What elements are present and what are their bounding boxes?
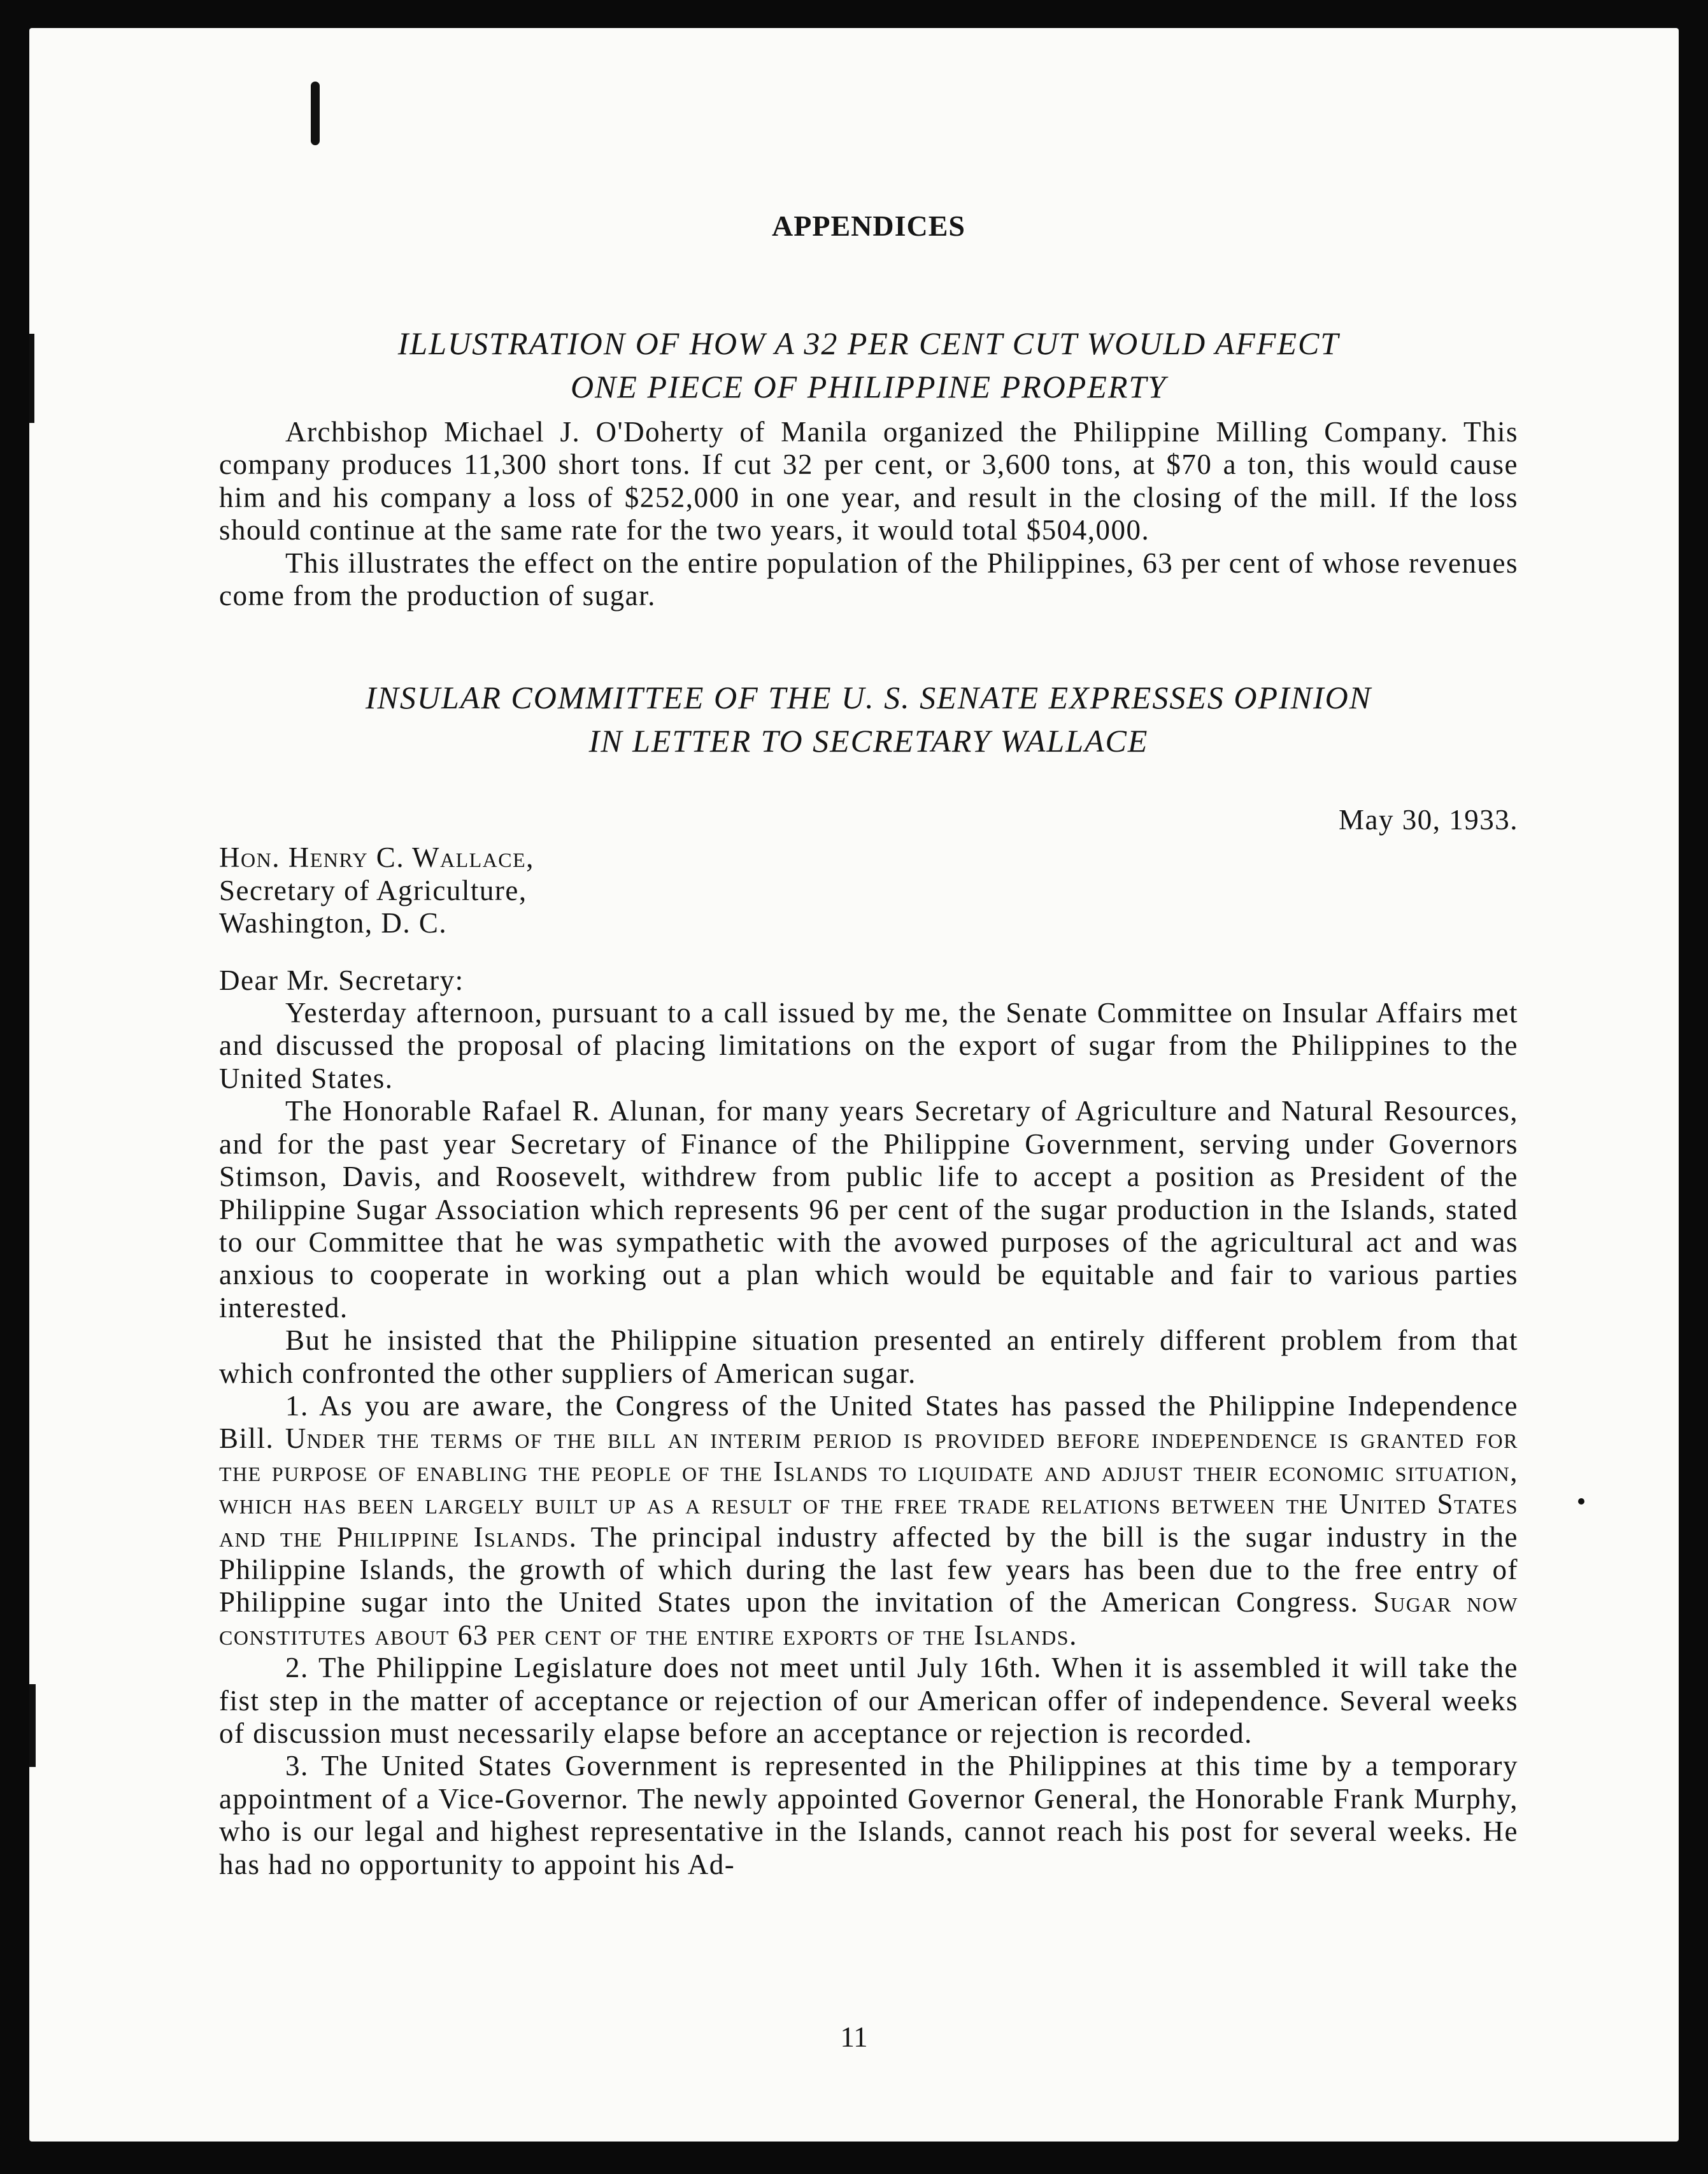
text-run: The principal industry affected by the bill is the sugar industry in the Philippine Islands, the growth of which during the last few years has been due to the free entry of Philippine sugar into the United States upon the invitation of the American Congress. <box>219 1520 1518 1619</box>
letter-address <box>219 841 1518 940</box>
scan-speck <box>311 82 320 145</box>
letter-body <box>219 997 1518 1881</box>
small-caps-run: Sugar now constitutes about 63 per cent of the entire exports of the Islands. <box>219 1586 1519 1651</box>
section-heading-line: ILLUSTRATION OF HOW A 32 PER CENT CUT WOULD AFFECT <box>397 325 1340 361</box>
scan-speck <box>29 1684 36 1767</box>
paragraph-numbered-1 <box>219 1390 1518 1652</box>
letter-date: May 30, 1933. <box>1339 804 1518 836</box>
paragraph: This illustrates the effect on the entire population of the Philippines, 63 per cent of whose revenues come from the production of sugar. <box>219 547 1518 612</box>
scan-speck <box>29 334 34 423</box>
section-body-property <box>219 416 1518 612</box>
section-heading-letter <box>219 676 1518 762</box>
page-title: APPENDICES <box>772 210 965 242</box>
paragraph: Archbishop Michael J. O'Doherty of Manila organized the Philippine Milling Company. This company produces 11,300 short tons. If cut 32 per cent, or 3,600 tons, at $70 a ton, this would cause him and his company a loss of $252,000 in one year, and result in the closing of the mill. If the loss should continue at the same rate for the two years, it would total $504,000. <box>219 416 1518 547</box>
section-heading-property <box>219 322 1518 408</box>
page-number: 11 <box>840 2021 868 2053</box>
paragraph: The Honorable Rafael R. Alunan, for many years Secretary of Agriculture and Natural Resources, and for the past year Secretary of Finance of the Philippine Government, serving under Governors Stimson, Davis, and Roosevelt, withdrew from public life to accept a position as President of the Philippine Sugar Association which represents 96 per cent of the sugar production in the Islands, stated to our Committee that he was sympathetic with the avowed purposes of the agricultural act and was anxious to cooperate in working out a plan which would be equitable and fair to various parties interested. <box>219 1095 1518 1324</box>
address-line: Washington, D. C. <box>219 907 448 940</box>
address-line: Secretary of Agriculture, <box>219 874 527 906</box>
small-caps-run: Under the terms of the bill an interim period is provided before independence is granted for the purpose of enabling the people of the Islands to liquidate and adjust their economic situation, which has been largely built up as a result of the free trade relations between the United States and the Philippine Islands. <box>219 1422 1518 1553</box>
page-content <box>219 178 1518 1881</box>
paragraph-numbered-2: 2. The Philippine Legislature does not meet until July 16th. When it is assembled it will take the fist step in the matter of acceptance or rejection of our American offer of independence. Several weeks of discussion must necessarily elapse before an acceptance or rejection is recorded. <box>219 1652 1518 1749</box>
letter-salutation: Dear Mr. Secretary: <box>219 964 464 996</box>
section-heading-line: ONE PIECE OF PHILIPPINE PROPERTY <box>570 369 1167 404</box>
address-line: Hon. Henry C. Wallace, <box>219 841 534 874</box>
paper-sheet <box>29 28 1679 2142</box>
scan-speck <box>1578 1498 1584 1505</box>
section-heading-line: IN LETTER TO SECRETARY WALLACE <box>588 723 1149 759</box>
text-run: 1. As you are aware, the Congress of the United States has passed the Philippine Independence Bill. <box>219 1389 1518 1455</box>
paragraph-numbered-3: 3. The United States Government is represented in the Philippines at this time by a temporary appointment of a Vice-Governor. The newly appointed Governor General, the Honorable Frank Murphy, who is our legal and highest representative in the Islands, cannot reach his post for several weeks. He has had no opportunity to appoint his Ad- <box>219 1750 1518 1880</box>
paragraph: Yesterday afternoon, pursuant to a call issued by me, the Senate Committee on Insular Affairs met and discussed the proposal of placing limitations on the export of sugar from the Philippines to the United States. <box>219 997 1518 1094</box>
section-heading-line: INSULAR COMMITTEE OF THE U. S. SENATE EXPRESSES OPINION <box>365 680 1372 716</box>
paragraph: But he insisted that the Philippine situation presented an entirely different problem from that which confronted the other suppliers of American sugar. <box>219 1324 1518 1389</box>
